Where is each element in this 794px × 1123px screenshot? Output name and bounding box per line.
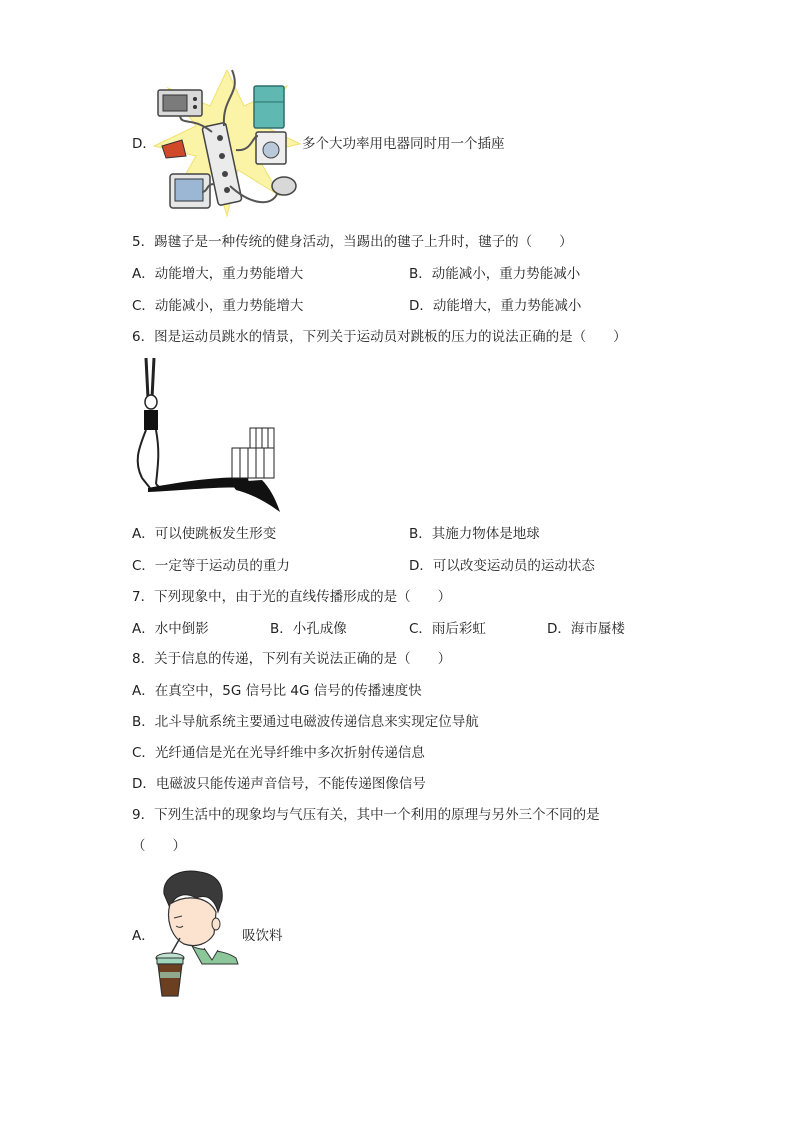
q7-option-d: D．海市蜃楼 <box>547 621 625 637</box>
q9-answer-paren: （ ） <box>132 838 186 854</box>
overloaded-socket-illustration <box>152 66 302 218</box>
q5-option-b: B．动能减小，重力势能减小 <box>409 266 581 282</box>
diver-springboard-illustration <box>130 354 282 516</box>
q8-option-a: A．在真空中，5G 信号比 4G 信号的传播速度快 <box>132 683 422 699</box>
drinking-straw-illustration <box>152 868 240 1000</box>
q5-option-a: A．动能增大，重力势能增大 <box>132 266 304 282</box>
q8-option-b: B．北斗导航系统主要通过电磁波传递信息来实现定位导航 <box>132 714 479 730</box>
q7-option-b: B．小孔成像 <box>270 621 347 637</box>
q8-option-c: C．光纤通信是光在光导纤维中多次折射传递信息 <box>132 745 425 761</box>
q4-option-d-text: 多个大功率用电器同时用一个插座 <box>302 136 505 152</box>
q5-stem: 5．踢毽子是一种传统的健身活动，当踢出的毽子上升时，毽子的（ ） <box>132 234 573 250</box>
q6-option-c: C．一定等于运动员的重力 <box>132 558 290 574</box>
q5-option-c: C．动能减小，重力势能增大 <box>132 298 304 314</box>
q5-option-d: D．动能增大，重力势能减小 <box>409 298 582 314</box>
q9-option-a-text: 吸饮料 <box>242 928 283 944</box>
q6-option-d: D．可以改变运动员的运动状态 <box>409 558 595 574</box>
q7-option-a: A．水中倒影 <box>132 621 209 637</box>
q8-option-d: D．电磁波只能传递声音信号，不能传递图像信号 <box>132 776 426 792</box>
q9-stem: 9．下列生活中的现象均与气压有关，其中一个利用的原理与另外三个不同的是 <box>132 807 600 823</box>
q4-option-d-letter: D． <box>132 136 156 152</box>
q6-option-b: B．其施力物体是地球 <box>409 526 540 542</box>
q6-option-a: A．可以使跳板发生形变 <box>132 526 277 542</box>
q7-option-c: C．雨后彩虹 <box>409 621 486 637</box>
q9-option-a-letter: A． <box>132 928 155 944</box>
q7-stem: 7．下列现象中，由于光的直线传播形成的是（ ） <box>132 589 452 605</box>
q8-stem: 8．关于信息的传递，下列有关说法正确的是（ ） <box>132 651 452 667</box>
q6-stem: 6．图是运动员跳水的情景，下列关于运动员对跳板的压力的说法正确的是（ ） <box>132 329 627 345</box>
